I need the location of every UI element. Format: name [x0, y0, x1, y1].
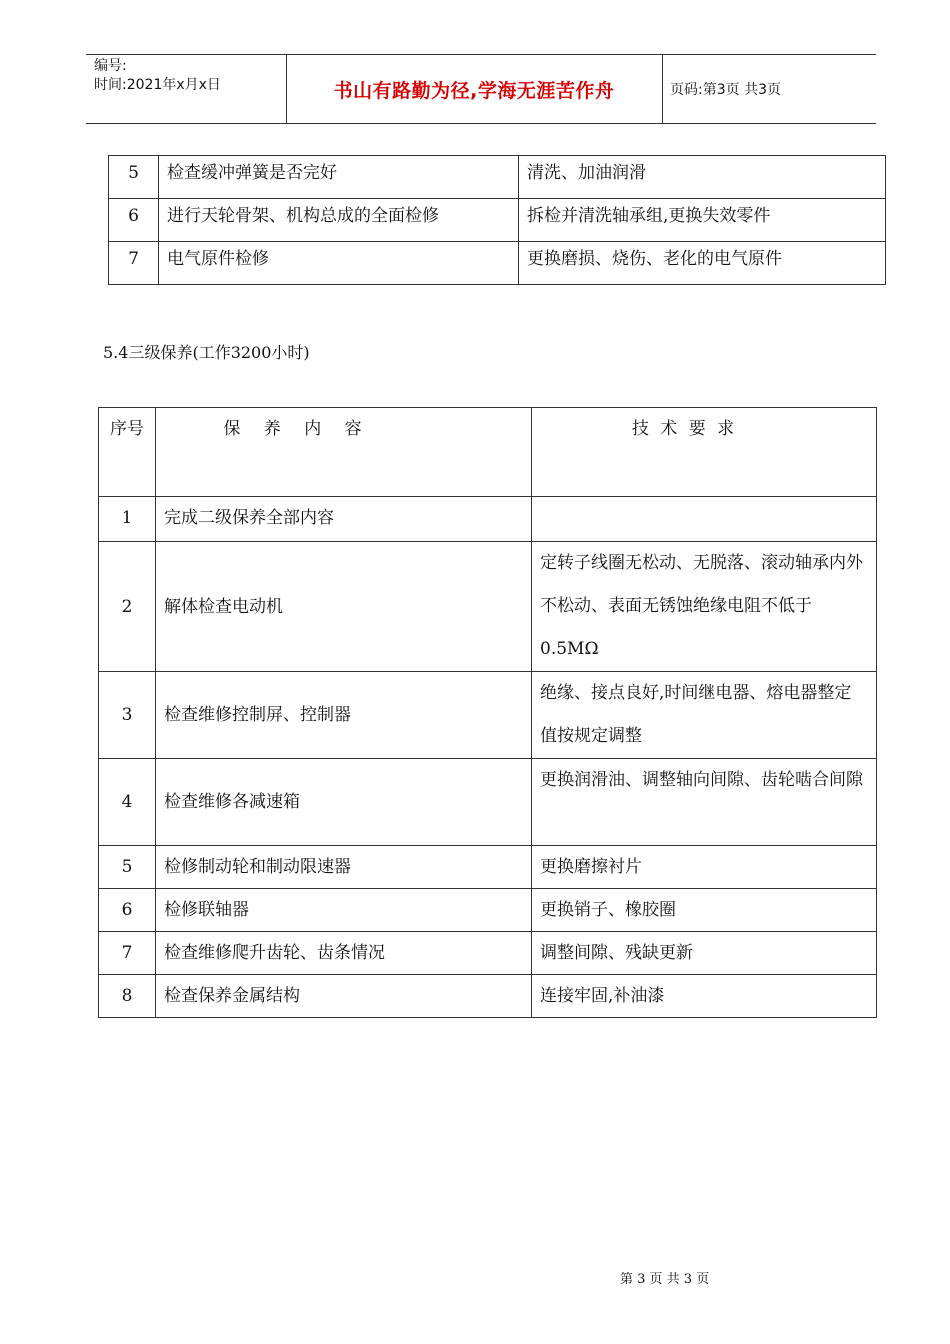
cell-content: 检查维修控制屏、控制器 — [156, 672, 532, 759]
cell-req — [532, 497, 877, 542]
table-row — [99, 889, 877, 932]
level3-maintenance-table — [98, 407, 877, 1018]
cell-no: 5 — [99, 846, 156, 889]
cell-no: 4 — [99, 759, 156, 846]
cell-content: 完成二级保养全部内容 — [156, 497, 532, 542]
cell-req: 绝缘、接点良好,时间继电器、熔电器整定值按规定调整 — [532, 672, 877, 759]
header-meta — [94, 57, 221, 95]
cell-no: 3 — [99, 672, 156, 759]
serial-label: 编号: — [94, 58, 127, 74]
cell-req: 更换磨损、烧伤、老化的电气原件 — [519, 242, 886, 285]
table-row — [109, 242, 886, 285]
maintenance-table-continued — [108, 155, 886, 285]
cell-req: 清洗、加油润滑 — [519, 156, 886, 199]
table-row — [99, 672, 877, 759]
cell-content: 检修联轴器 — [156, 889, 532, 932]
header-page-info: 页码:第3页 共3页 — [670, 82, 781, 98]
cell-no: 8 — [99, 975, 156, 1018]
section-title: 5.4三级保养(工作3200小时) — [103, 343, 310, 362]
cell-req: 更换磨擦衬片 — [532, 846, 877, 889]
cell-content: 检查缓冲弹簧是否完好 — [159, 156, 519, 199]
cell-content: 进行天轮骨架、机构总成的全面检修 — [159, 199, 519, 242]
table-row — [99, 846, 877, 889]
page-footer: 第 3 页 共 3 页 — [620, 1272, 710, 1287]
table-row — [99, 497, 877, 542]
cell-content: 检查维修爬升齿轮、齿条情况 — [156, 932, 532, 975]
cell-no: 6 — [99, 889, 156, 932]
header-req: 技 术 要 求 — [532, 408, 877, 497]
table-row — [99, 932, 877, 975]
table-row — [109, 199, 886, 242]
cell-no: 2 — [99, 542, 156, 672]
header-no: 序号 — [99, 408, 156, 497]
header-divider — [662, 55, 663, 123]
table-row — [99, 759, 877, 846]
cell-no: 6 — [109, 199, 159, 242]
cell-req: 调整间隙、残缺更新 — [532, 932, 877, 975]
time-label: 时间:2021年x月x日 — [94, 77, 221, 93]
cell-no: 7 — [99, 932, 156, 975]
table-row — [109, 156, 886, 199]
cell-content: 检查维修各减速箱 — [156, 759, 532, 846]
page-header — [86, 54, 876, 124]
cell-no: 5 — [109, 156, 159, 199]
cell-content: 检修制动轮和制动限速器 — [156, 846, 532, 889]
header-motto: 书山有路勤为径,学海无涯苦作舟 — [333, 79, 615, 102]
cell-req: 定转子线圈无松动、无脱落、滚动轴承内外不松动、表面无锈蚀绝缘电阻不低于0.5MΩ — [532, 542, 877, 672]
cell-content: 电气原件检修 — [159, 242, 519, 285]
table-row — [99, 542, 877, 672]
cell-req: 更换销子、橡胶圈 — [532, 889, 877, 932]
cell-req: 更换润滑油、调整轴向间隙、齿轮啮合间隙 — [532, 759, 877, 846]
cell-req: 拆检并清洗轴承组,更换失效零件 — [519, 199, 886, 242]
table-row — [99, 975, 877, 1018]
cell-no: 7 — [109, 242, 159, 285]
header-content: 保 养 内 容 — [156, 408, 532, 497]
cell-content: 检查保养金属结构 — [156, 975, 532, 1018]
table-header-row — [99, 408, 877, 497]
cell-no: 1 — [99, 497, 156, 542]
cell-req: 连接牢固,补油漆 — [532, 975, 877, 1018]
cell-content: 解体检查电动机 — [156, 542, 532, 672]
